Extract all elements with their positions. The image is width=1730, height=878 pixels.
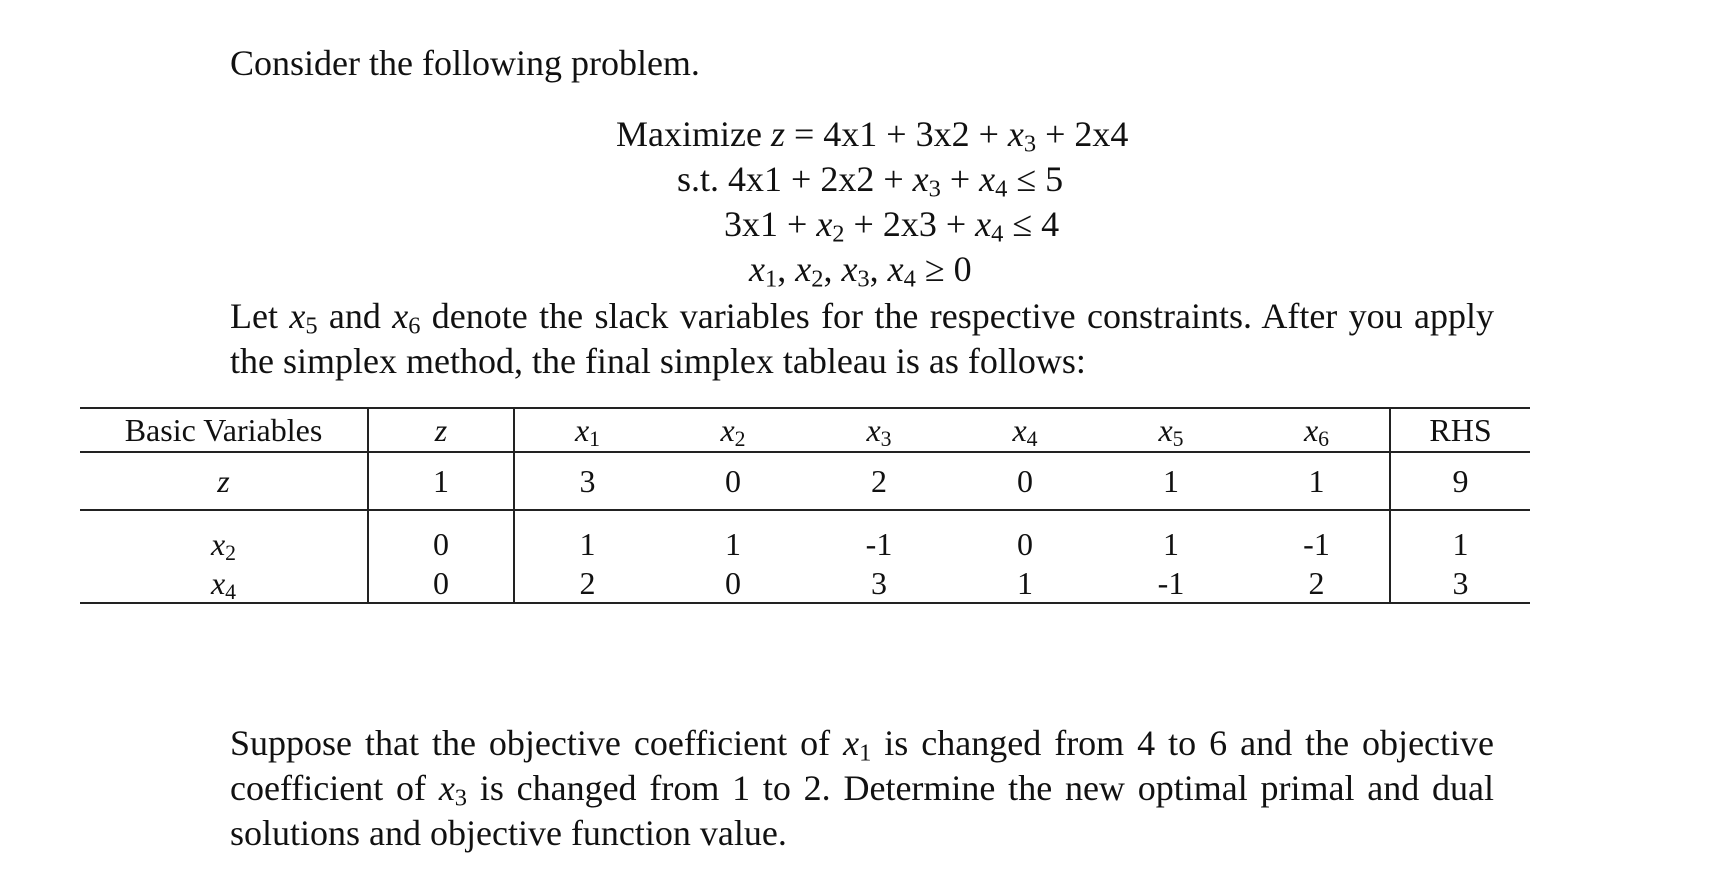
tableau-cell: 2	[1244, 565, 1390, 603]
constraint-1: s.t. $4x1 + 2x2 + x_3 + x_4 \le 5$	[677, 159, 1064, 203]
header-rhs: RHS	[1390, 408, 1530, 452]
tableau-cell: 0	[368, 565, 514, 603]
tableau-cell: 0	[1017, 525, 1033, 562]
tableau-cell: 0	[660, 452, 806, 510]
header-x5: $x_5$	[1098, 408, 1244, 452]
header-x6: $x_6$	[1244, 408, 1390, 452]
basic-variable-cell: z	[80, 452, 368, 510]
nonnegativity-constraint: $x_1$, $x_2$, $x_3$, $x_4 \ge 0$	[749, 249, 972, 293]
tableau-cell: 0	[952, 452, 1098, 510]
basic-variable-cell: $x_2$	[80, 510, 368, 565]
tableau-cell: 1	[952, 565, 1098, 603]
simplex-tableau	[80, 407, 1530, 604]
tableau-cell: 3	[514, 452, 660, 510]
tableau-cell: 1	[1244, 452, 1390, 510]
header-x3: $x_3$	[806, 408, 952, 452]
header-basic-variables: Basic Variables	[80, 408, 368, 452]
header-x4: $x_4$	[952, 408, 1098, 452]
tableau-cell: 2	[806, 452, 952, 510]
tableau-row-x2	[80, 510, 1530, 565]
tableau-cell: 1	[725, 525, 741, 562]
tableau-cell: 9	[1390, 452, 1530, 510]
tableau-cell: 1	[1163, 525, 1179, 562]
tableau-cell: 3	[806, 565, 952, 603]
header-x2: $x_2$	[660, 408, 806, 452]
tableau-cell: -1	[1098, 565, 1244, 603]
tableau-cell: 3	[1390, 565, 1530, 603]
header-z: z	[368, 408, 514, 452]
tableau-cell: 1	[1098, 452, 1244, 510]
slack-paragraph: Let $x_5$ and $x_6$ denote the slack variables for the respective constraints. After you apply the simplex method, the final simplex tableau is as follows:	[230, 296, 1494, 381]
tableau-cell: 1	[1452, 525, 1469, 562]
header-x1: $x_1$	[514, 408, 660, 452]
tableau-cell: 1	[579, 525, 596, 562]
objective-function: Maximize $z = 4x1 + 3x2 + x_3 + 2x4$	[616, 114, 1129, 158]
tableau-cell: 2	[514, 565, 660, 603]
constraint-2: $3x1 + x_2 + 2x3 + x_4 \le 4$	[724, 204, 1060, 248]
question-paragraph: Suppose that the objective coefficient of $x_1$ is changed from 4 to 6 and the objective coefficient of $x_3$ is changed from 1 to 2. Determine the new optimal primal and dual solutions and objective function value.	[230, 723, 1495, 853]
intro-text: Consider the following problem.	[230, 43, 700, 83]
tableau-row-x4	[80, 565, 1530, 603]
tableau-cell: -1	[1244, 510, 1390, 565]
tableau-cell: 0	[368, 510, 514, 565]
tableau-cell: 1	[368, 452, 514, 510]
tableau-cell: 0	[660, 565, 806, 603]
tableau-cell: -1	[865, 525, 893, 562]
tableau-header-row	[80, 408, 1530, 452]
basic-variable-cell: $x_4$	[80, 565, 368, 603]
tableau-row-z	[80, 452, 1530, 510]
